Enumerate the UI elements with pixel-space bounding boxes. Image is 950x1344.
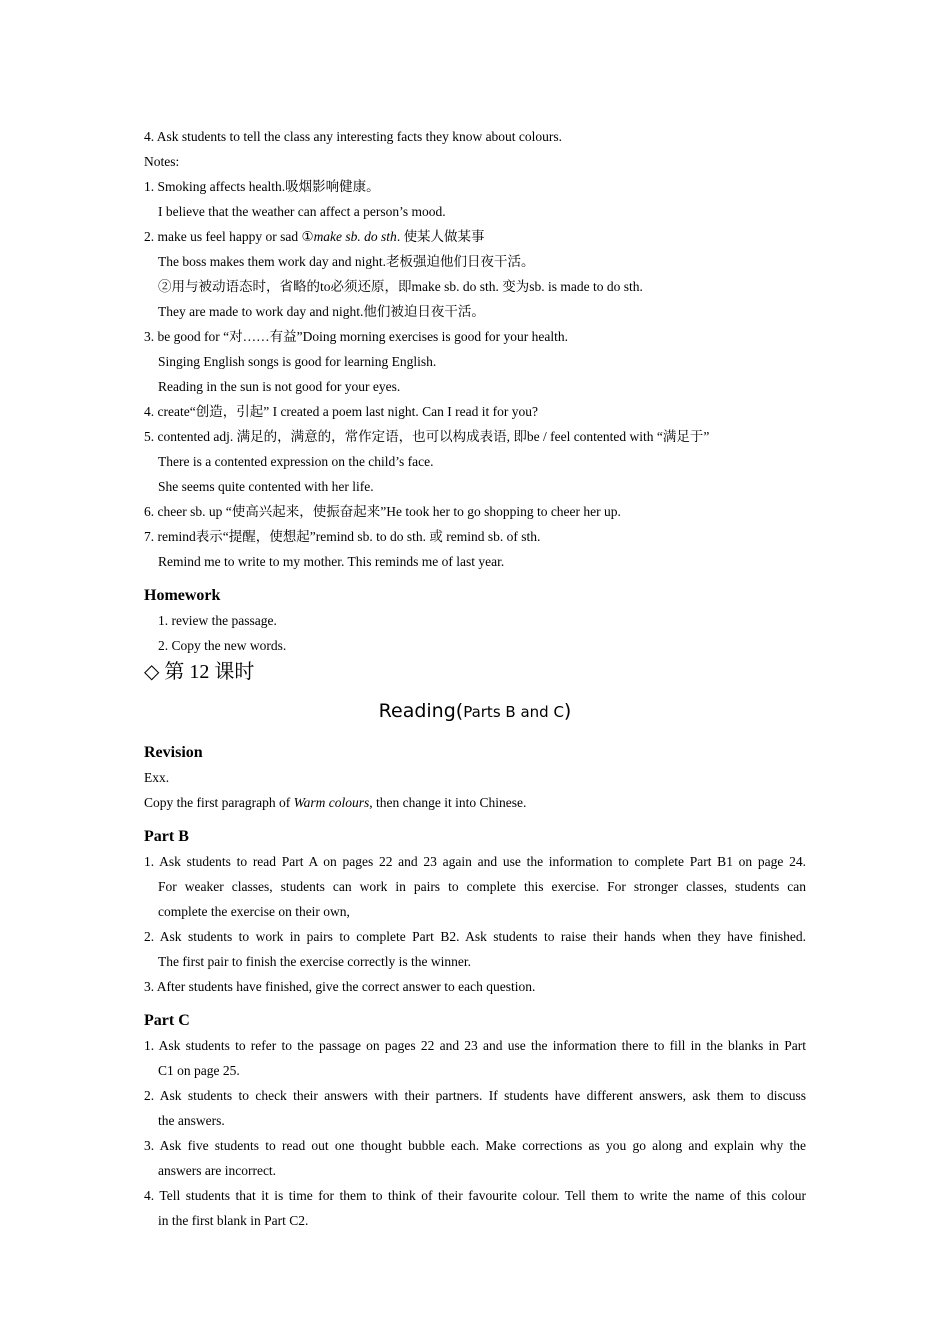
lesson-label: ◇ 第 12 课时 [144, 661, 255, 683]
note-7-example: Remind me to write to my mother. This reminds me of last year. [158, 554, 505, 569]
note-2-meaning: . 使某人做某事 [396, 229, 485, 244]
part-c-item-4-line-2: in the first blank in Part C2. [158, 1213, 309, 1228]
homework-item-2: 2. Copy the new words. [158, 638, 287, 653]
part-c-item-3-line-2: answers are incorrect. [158, 1163, 277, 1178]
part-c-item-4-line-1: 4. Tell students that it is time for them to think of their favourite colour. Tell them to write the name of this colour [144, 1188, 806, 1203]
revision-copy-title: Warm colours [293, 795, 370, 810]
note-2-text: 2. make us feel happy or sad ① [144, 229, 314, 244]
part-c-heading: Part C [144, 1012, 190, 1029]
note-3-example-2: Reading in the sun is not good for your eyes. [158, 379, 401, 394]
notes-label: Notes: [144, 154, 180, 169]
note-2-passive: ②用与被动语态时，省略的to必须还原，即make sb. do sth. 变为sb. is made to do sth. [158, 279, 643, 294]
part-b-item-2-line-2: The first pair to finish the exercise correctly is the winner. [158, 954, 472, 969]
note-6: 6. cheer sb. up “使高兴起来，使振奋起来”He took her to go shopping to cheer her up. [144, 504, 621, 519]
note-4: 4. create“创造，引起” I created a poem last night. Can I read it for you? [144, 404, 538, 419]
note-5-example-2: She seems quite contented with her life. [158, 479, 374, 494]
revision-copy-c: , then change it into Chinese. [369, 795, 527, 810]
note-2-example-2: They are made to work day and night.他们被迫日夜干活。 [158, 304, 485, 319]
note-3-example-1: Singing English songs is good for learning English. [158, 354, 437, 369]
revision-heading: Revision [144, 744, 203, 761]
part-c-item-1-line-2: C1 on page 25. [158, 1063, 240, 1078]
document-body [144, 124, 806, 1233]
part-c-item-2-line-2: the answers. [158, 1113, 225, 1128]
note-2-pattern: make sb. do sth [313, 229, 397, 244]
homework-heading: Homework [144, 587, 221, 604]
lesson-title-close: ) [563, 700, 572, 722]
lesson-title-sub: Parts B and C [463, 703, 564, 721]
revision-copy-a: Copy the first paragraph of [144, 795, 294, 810]
note-1-example: I believe that the weather can affect a person’s mood. [158, 204, 446, 219]
part-c-item-1-line-1: 1. Ask students to refer to the passage on pages 22 and 23 and use the information there to fill in the blanks in Part [144, 1038, 806, 1053]
note-2 [144, 224, 806, 249]
note-2-example: The boss makes them work day and night.老板强迫他们日夜干活。 [158, 254, 535, 269]
part-b-item-2-line-1: 2. Ask students to work in pairs to complete Part B2. Ask students to raise their hands when they have finished. [144, 929, 806, 944]
part-b-heading: Part B [144, 828, 189, 845]
note-1: 1. Smoking affects health.吸烟影响健康。 [144, 179, 380, 194]
lesson-title [144, 691, 806, 731]
note-5: 5. contented adj. 满足的，满意的，常作定语，也可以构成表语, 即be / feel contented with “满足于” [144, 429, 710, 444]
part-c-item-2-line-1: 2. Ask students to check their answers with their partners. If students have different answers, ask them to discuss [144, 1088, 806, 1103]
part-b-item-1-line-3: complete the exercise on their own, [158, 904, 350, 919]
part-b-item-1-line-1: 1. Ask students to read Part A on pages 22 and 23 again and use the information to complete Part B1 on page 24. [144, 854, 806, 869]
lesson-title-main: Reading( [378, 700, 464, 722]
part-b-item-3: 3. After students have finished, give the correct answer to each question. [144, 979, 536, 994]
homework-item-1: 1. review the passage. [158, 613, 277, 628]
revision-copy [144, 790, 806, 815]
part-c-item-3-line-1: 3. Ask five students to read out one thought bubble each. Make corrections as you go along and explain why the [144, 1138, 806, 1153]
revision-exx: Exx. [144, 770, 170, 785]
part-b-item-1-line-2: For weaker classes, students can work in pairs to complete this exercise. For stronger classes, students can [158, 879, 806, 894]
note-5-example-1: There is a contented expression on the child’s face. [158, 454, 434, 469]
note-7: 7. remind表示“提醒，使想起”remind sb. to do sth. 或 remind sb. of sth. [144, 529, 541, 544]
note-3: 3. be good for “对……有益”Doing morning exercises is good for your health. [144, 329, 569, 344]
step-4: 4. Ask students to tell the class any interesting facts they know about colours. [144, 129, 563, 144]
